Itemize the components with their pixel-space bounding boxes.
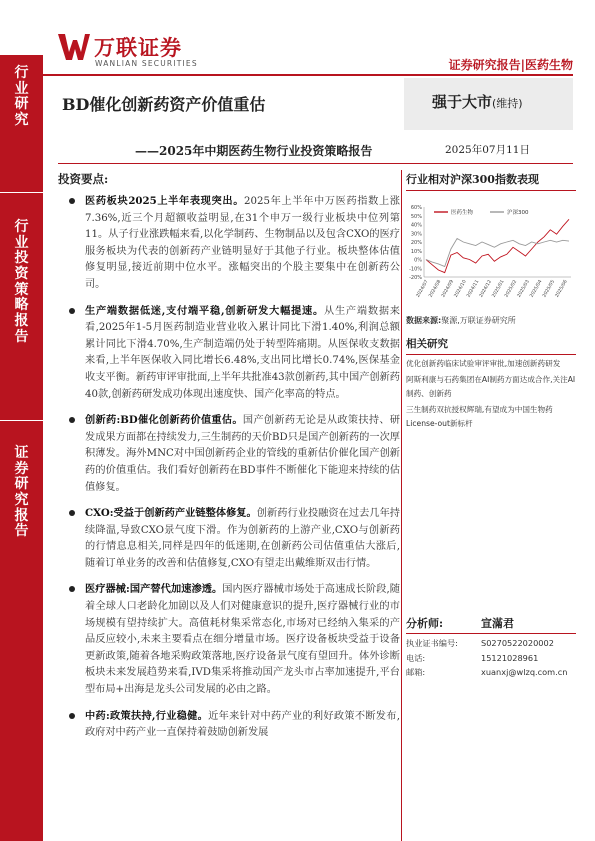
- right-column: [406, 171, 576, 431]
- bullet-lead: CXO:受益于创新药产业链整体修复。: [85, 507, 257, 520]
- analyst-info-row: [406, 651, 576, 666]
- sidebar-char: 业: [14, 234, 29, 251]
- report-title: BD催化创新药资产价值重估: [62, 95, 266, 114]
- y-tick-label: 40%: [410, 222, 422, 229]
- sidebar-char: 报: [14, 313, 29, 330]
- related-research-link[interactable]: 优化创新药临床试验审评审批,加速创新药研发: [406, 359, 561, 368]
- x-tick-label: 2024/07: [415, 279, 430, 299]
- sidebar-char: 投: [14, 250, 29, 267]
- y-tick-label: 0%: [414, 257, 422, 264]
- related-heading-rule: [406, 354, 576, 355]
- x-tick-label: 2024/11: [466, 279, 481, 299]
- sidebar-separator: [0, 420, 43, 421]
- sidebar-char: 研: [14, 96, 29, 113]
- investment-highlights: [58, 171, 400, 751]
- sidebar-char: 究: [14, 112, 29, 129]
- sidebar-label-securities-report: [0, 446, 43, 540]
- analyst-name: 宣滿君: [481, 617, 514, 630]
- y-tick-label: 60%: [410, 205, 422, 211]
- bullet-text: 国产创新药无论是从政策扶持、研发成果方面都在持续发力,三生制药的天价BD只是国产创新药的一次厚积薄发。海外MNC对中国创新药企业的管线的重新估价催化国产创新药的价值重估。我们看好创新药在BD事件不断催化下能迎来持续的估值修复。: [85, 415, 400, 493]
- bullet-dot-icon: [69, 417, 75, 423]
- x-tick-label: 2025/06: [554, 279, 569, 299]
- sidebar-char: 资: [14, 266, 29, 283]
- sidebar-char: 券: [14, 460, 29, 477]
- related-research-link[interactable]: 阿斯利康与石药集团在AI制药方面达成合作,关注AI制药、创新药: [406, 375, 576, 398]
- highlight-bullet: [58, 412, 400, 496]
- x-tick-label: 2025/05: [542, 279, 557, 299]
- rating-note: (维持): [492, 97, 523, 110]
- related-research-link[interactable]: 三生制药双抗授权辉瑞,有望成为中国生物药License-out新标杆: [406, 405, 553, 428]
- sidebar-separator: [0, 192, 43, 193]
- sidebar-char: 略: [14, 297, 29, 314]
- chart-heading-rule: [406, 190, 576, 191]
- report-category: 证券研究报告|医药生物: [448, 58, 573, 72]
- logo-w-icon: [58, 32, 90, 62]
- bullet-dot-icon: [69, 198, 75, 204]
- bullet-lead: 创新药:BD催化创新药价值重估。: [85, 414, 243, 427]
- title-rule: [58, 163, 573, 164]
- highlight-bullet: [58, 708, 400, 742]
- header-rule: [43, 74, 573, 76]
- rating-value: 强于大市: [432, 93, 493, 111]
- bullet-dot-icon: [69, 713, 75, 719]
- x-tick-label: 2025/01: [491, 279, 506, 299]
- x-tick-label: 2025/02: [504, 279, 519, 299]
- sidebar-char: 行: [14, 219, 29, 235]
- y-tick-label: 30%: [410, 231, 422, 238]
- bullet-lead: 中药:政策扶持,行业稳健。: [85, 709, 209, 722]
- chart-heading: 行业相对沪深300指数表现: [406, 173, 539, 186]
- analyst-info-label: 执业证书编号:: [406, 638, 458, 648]
- x-tick-label: 2025/03: [516, 279, 531, 299]
- highlight-bullet: [58, 303, 400, 404]
- sidebar-char: 策: [14, 281, 29, 298]
- analyst-info-label: 电话:: [406, 652, 426, 663]
- sidebar-label-industry-research: [0, 66, 43, 129]
- y-tick-label: 50%: [410, 213, 422, 220]
- analyst-rule: [406, 633, 576, 634]
- bullet-dot-icon: [69, 586, 75, 592]
- bullet-text: 2025年上半年中万医药指数上涨7.36%,近三个月超额收益明显,在31个申万一级行业板块中位列第11。从子行业涨跌幅来看,以化学制药、生物制品以及包含CXO的医疗服务板块为代表的创新药产业链明显好于其他子行业。板块整体估值修复明显,接近前期中位水平。涨幅突出的个股主要集中在创新药公司。: [85, 196, 400, 290]
- sidebar-char: 业: [14, 80, 29, 97]
- bullet-text: 从生产端数据来看,2025年1-5月医药制造业营业收入累计同比下滑1.40%,利润总额累计同比下滑4.70%,生产制造端仍处于转型阵痛期。从医保收支数据来看,上半年医保收入同比增长6.48%,支出同比增长0.74%,医保基金收支平衡。新药审评审批面,上半年共批准43款创新药,其中国产创新药40款,创新药研发成功体现出速度快、国产化率高的特点。: [85, 305, 400, 400]
- report-subtitle: ——2025年中期医药生物行业投资策略报告: [135, 144, 373, 158]
- sidebar-label-strategy-report: [0, 220, 43, 345]
- highlight-bullet: [58, 505, 400, 572]
- analyst-info-row: [406, 636, 576, 651]
- sidebar-char: 告: [14, 523, 29, 540]
- y-tick-label: -20%: [409, 275, 422, 281]
- y-tick-label: 20%: [410, 240, 422, 246]
- bullet-lead: 医药板块2025上半年表现突出。: [85, 195, 245, 207]
- highlight-bullet: [58, 193, 400, 294]
- analyst-header: [406, 615, 576, 631]
- sidebar-char: 究: [14, 492, 29, 509]
- logo-chinese-name: 万联证券: [94, 36, 182, 60]
- section-heading: 投资要点:: [58, 172, 109, 186]
- x-tick-label: 2024/08: [428, 279, 443, 299]
- y-tick-label: -10%: [409, 266, 422, 273]
- sidebar-char: 证: [14, 445, 29, 461]
- related-research-heading: 相关研究: [406, 338, 448, 350]
- column-divider: [401, 170, 402, 841]
- data-source-value: 聚源,万联证券研究所: [441, 316, 516, 325]
- series-line-hs300: [426, 239, 569, 267]
- y-tick-label: 10%: [410, 248, 422, 255]
- analyst-info-label: 邮箱:: [406, 667, 426, 677]
- analyst-block: [406, 615, 576, 680]
- bullet-lead: 医疗器械:国产替代加速渗透。: [85, 583, 223, 596]
- performance-chart: [406, 199, 576, 309]
- legend-label: 沪深300: [507, 210, 529, 216]
- analyst-info-value: S0270522020002: [481, 638, 554, 648]
- highlight-bullet: [58, 581, 400, 698]
- rating: [432, 91, 523, 112]
- x-tick-label: 2024/12: [479, 279, 493, 299]
- legend-label: 医药生物: [451, 210, 474, 216]
- bullet-lead: 生产端数据低迷,支付端平稳,创新研发大幅提速。: [85, 304, 324, 317]
- bullet-text: 国内医疗器械市场处于高速成长阶段,随着全球人口老龄化加剧以及人们对健康意识的提升,医疗器械行业的市场规模有望持续扩大。高值耗材集采常态化,市场对已经纳入集采的产品反应较小,未来主要看点在细分增量市场。医疗设备板块受益于设备更新政策,随着各地采购政策落地,医疗设备景气度有望回升。体外诊断板块未来发展趋势来看,IVD集采将推动国产龙头市占率加速提升,平台型布局+出海是龙头公司发展的必由之路。: [85, 584, 400, 696]
- analyst-info-value: 15121028961: [481, 652, 539, 663]
- bullet-text: 近年来针对中药产业的利好政策不断发布,政府对中药产业一直保持着鼓励创新发展: [85, 710, 400, 739]
- sidebar-char: 行: [14, 65, 29, 81]
- data-source-label: 数据来源:: [406, 316, 442, 325]
- analyst-info-row: [406, 665, 576, 680]
- bullet-text: 创新药行业投融资在过去几年持续降温,导致CXO景气度下滑。作为创新药的上游产业,CXO与创新药的行情息息相关,同样是四年的低迷期,在创新药公司估值重估大涨后,随着订单业务的改善和估值修复,CXO有望走出戴维斯双击行情。: [85, 508, 400, 569]
- bullet-dot-icon: [69, 510, 75, 516]
- logo-english-name: WANLIAN SECURITIES: [95, 59, 198, 68]
- report-date: 2025年07月11日: [445, 144, 530, 156]
- x-tick-label: 2025/04: [529, 279, 544, 299]
- bullet-dot-icon: [69, 308, 75, 314]
- sidebar-char: 研: [14, 476, 29, 493]
- analyst-info-value: xuanxj@wlzq.com.cn: [481, 667, 568, 677]
- data-source: [406, 315, 576, 326]
- x-tick-label: 2024/10: [453, 279, 468, 299]
- x-tick-label: 2024/09: [441, 279, 456, 299]
- sidebar-char: 告: [14, 328, 29, 345]
- sidebar-char: 报: [14, 507, 29, 524]
- analyst-label: 分析师:: [406, 617, 444, 630]
- performance-chart-svg: [406, 199, 576, 309]
